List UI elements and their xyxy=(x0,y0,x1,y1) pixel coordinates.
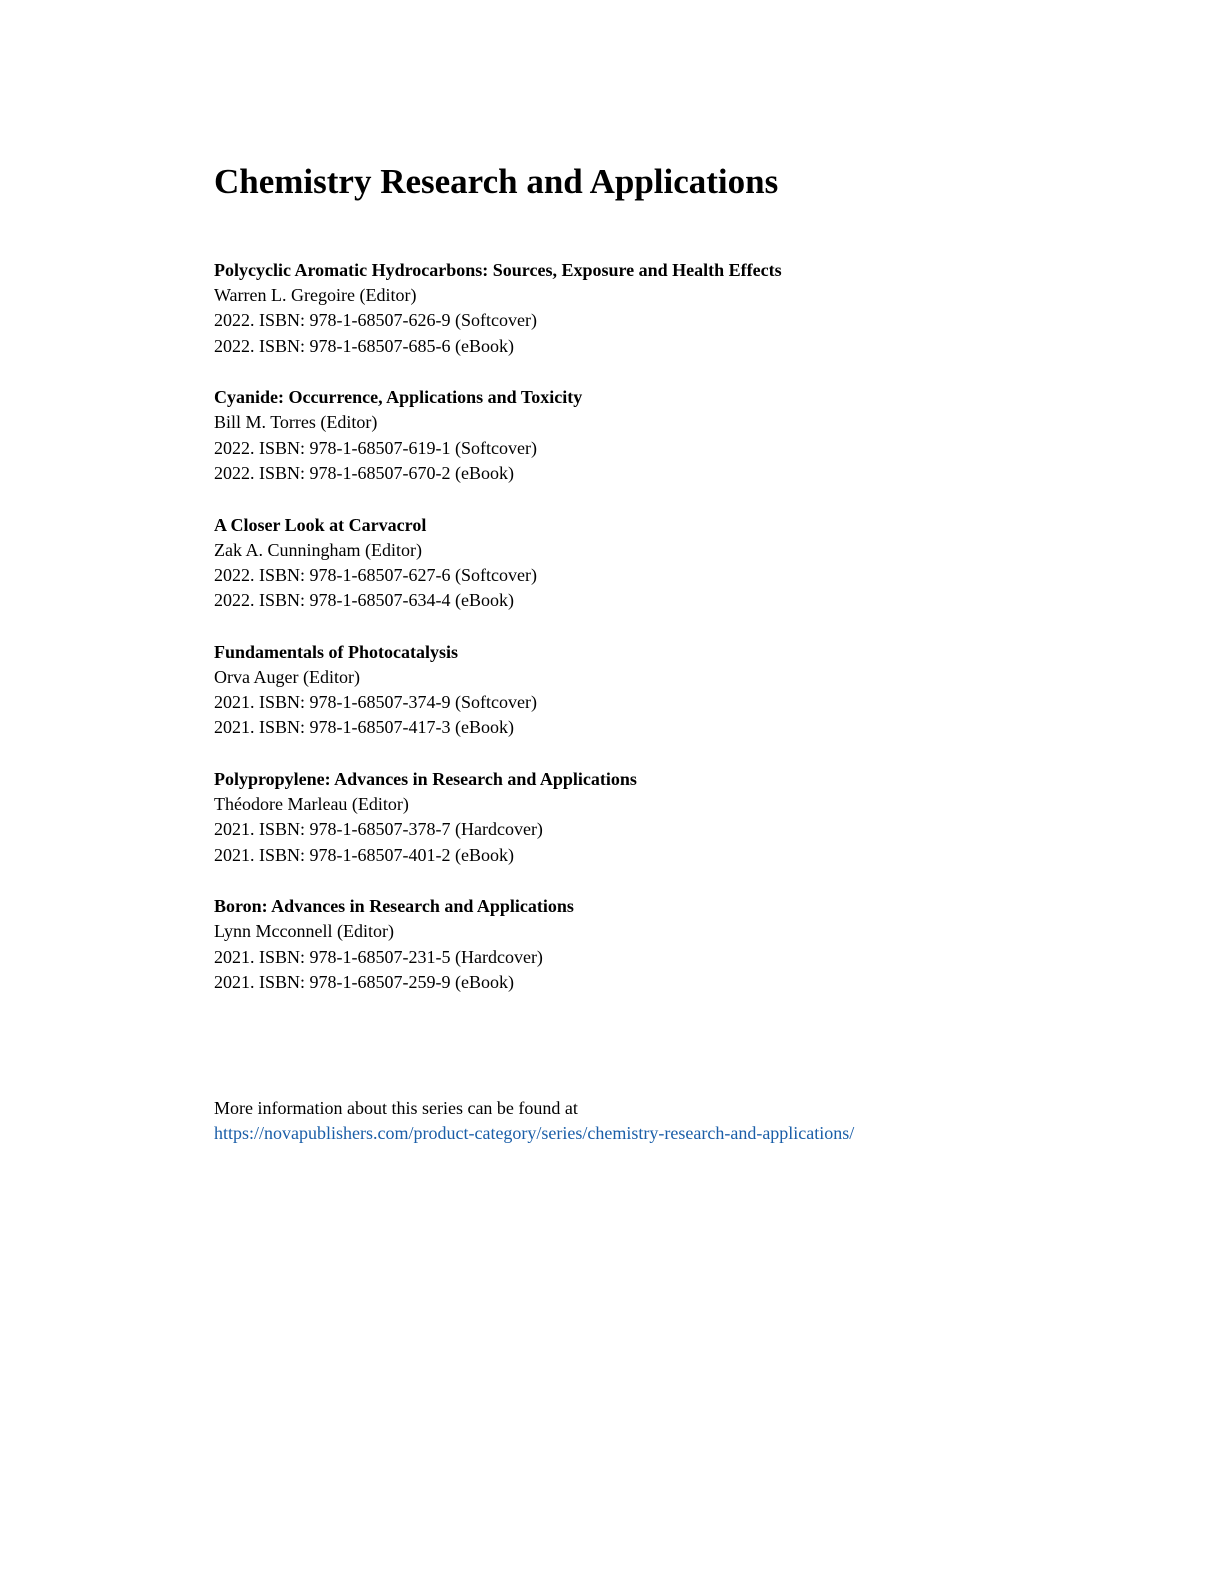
book-title: Cyanide: Occurrence, Applications and Toxicity xyxy=(214,387,583,408)
book-title: Polycyclic Aromatic Hydrocarbons: Sources, Exposure and Health Effects xyxy=(214,260,782,280)
book-isbn-print: 2022. ISBN: 978-1-68507-626-9 (Softcover) xyxy=(214,310,537,331)
book-isbn-print: 2022. ISBN: 978-1-68507-619-1 (Softcover) xyxy=(214,437,537,458)
book-editor: Zak A. Cunningham (Editor) xyxy=(214,539,422,560)
book-isbn-ebook: 2021. ISBN: 978-1-68507-417-3 (eBook) xyxy=(214,717,514,738)
book-isbn-ebook: 2022. ISBN: 978-1-68507-670-2 (eBook) xyxy=(214,462,514,483)
book-entry xyxy=(214,767,1114,868)
book-isbn-print: 2022. ISBN: 978-1-68507-627-6 (Softcover) xyxy=(214,564,537,585)
book-title: Boron: Advances in Research and Applications xyxy=(214,896,574,917)
book-entry xyxy=(214,258,1114,359)
book-isbn-ebook: 2022. ISBN: 978-1-68507-634-4 (eBook) xyxy=(214,590,514,611)
book-title: Polypropylene: Advances in Research and Applications xyxy=(214,769,637,789)
book-editor: Théodore Marleau (Editor) xyxy=(214,794,409,815)
book-isbn-ebook: 2021. ISBN: 978-1-68507-259-9 (eBook) xyxy=(214,971,514,992)
book-list xyxy=(214,258,1114,1022)
book-entry xyxy=(214,385,1114,486)
book-isbn-print: 2021. ISBN: 978-1-68507-378-7 (Hardcover) xyxy=(214,819,543,840)
book-editor: Lynn Mcconnell (Editor) xyxy=(214,921,394,942)
book-editor: Bill M. Torres (Editor) xyxy=(214,412,378,433)
book-editor: Orva Auger (Editor) xyxy=(214,666,360,687)
series-link[interactable]: https://novapublishers.com/product-category/series/chemistry-research-and-applications/ xyxy=(214,1123,855,1144)
book-entry xyxy=(214,513,1114,614)
book-isbn-print: 2021. ISBN: 978-1-68507-374-9 (Softcover) xyxy=(214,692,537,713)
series-info-footer xyxy=(214,1096,1114,1146)
book-title: A Closer Look at Carvacrol xyxy=(214,514,427,535)
book-isbn-print: 2021. ISBN: 978-1-68507-231-5 (Hardcover) xyxy=(214,946,543,967)
book-isbn-ebook: 2021. ISBN: 978-1-68507-401-2 (eBook) xyxy=(214,844,514,865)
book-isbn-ebook: 2022. ISBN: 978-1-68507-685-6 (eBook) xyxy=(214,335,514,356)
book-title: Fundamentals of Photocatalysis xyxy=(214,641,459,662)
series-info-text: More information about this series can be found at xyxy=(214,1098,578,1118)
page-title: Chemistry Research and Applications xyxy=(214,162,779,201)
book-editor: Warren L. Gregoire (Editor) xyxy=(214,285,417,306)
book-entry xyxy=(214,894,1114,995)
book-entry xyxy=(214,640,1114,741)
